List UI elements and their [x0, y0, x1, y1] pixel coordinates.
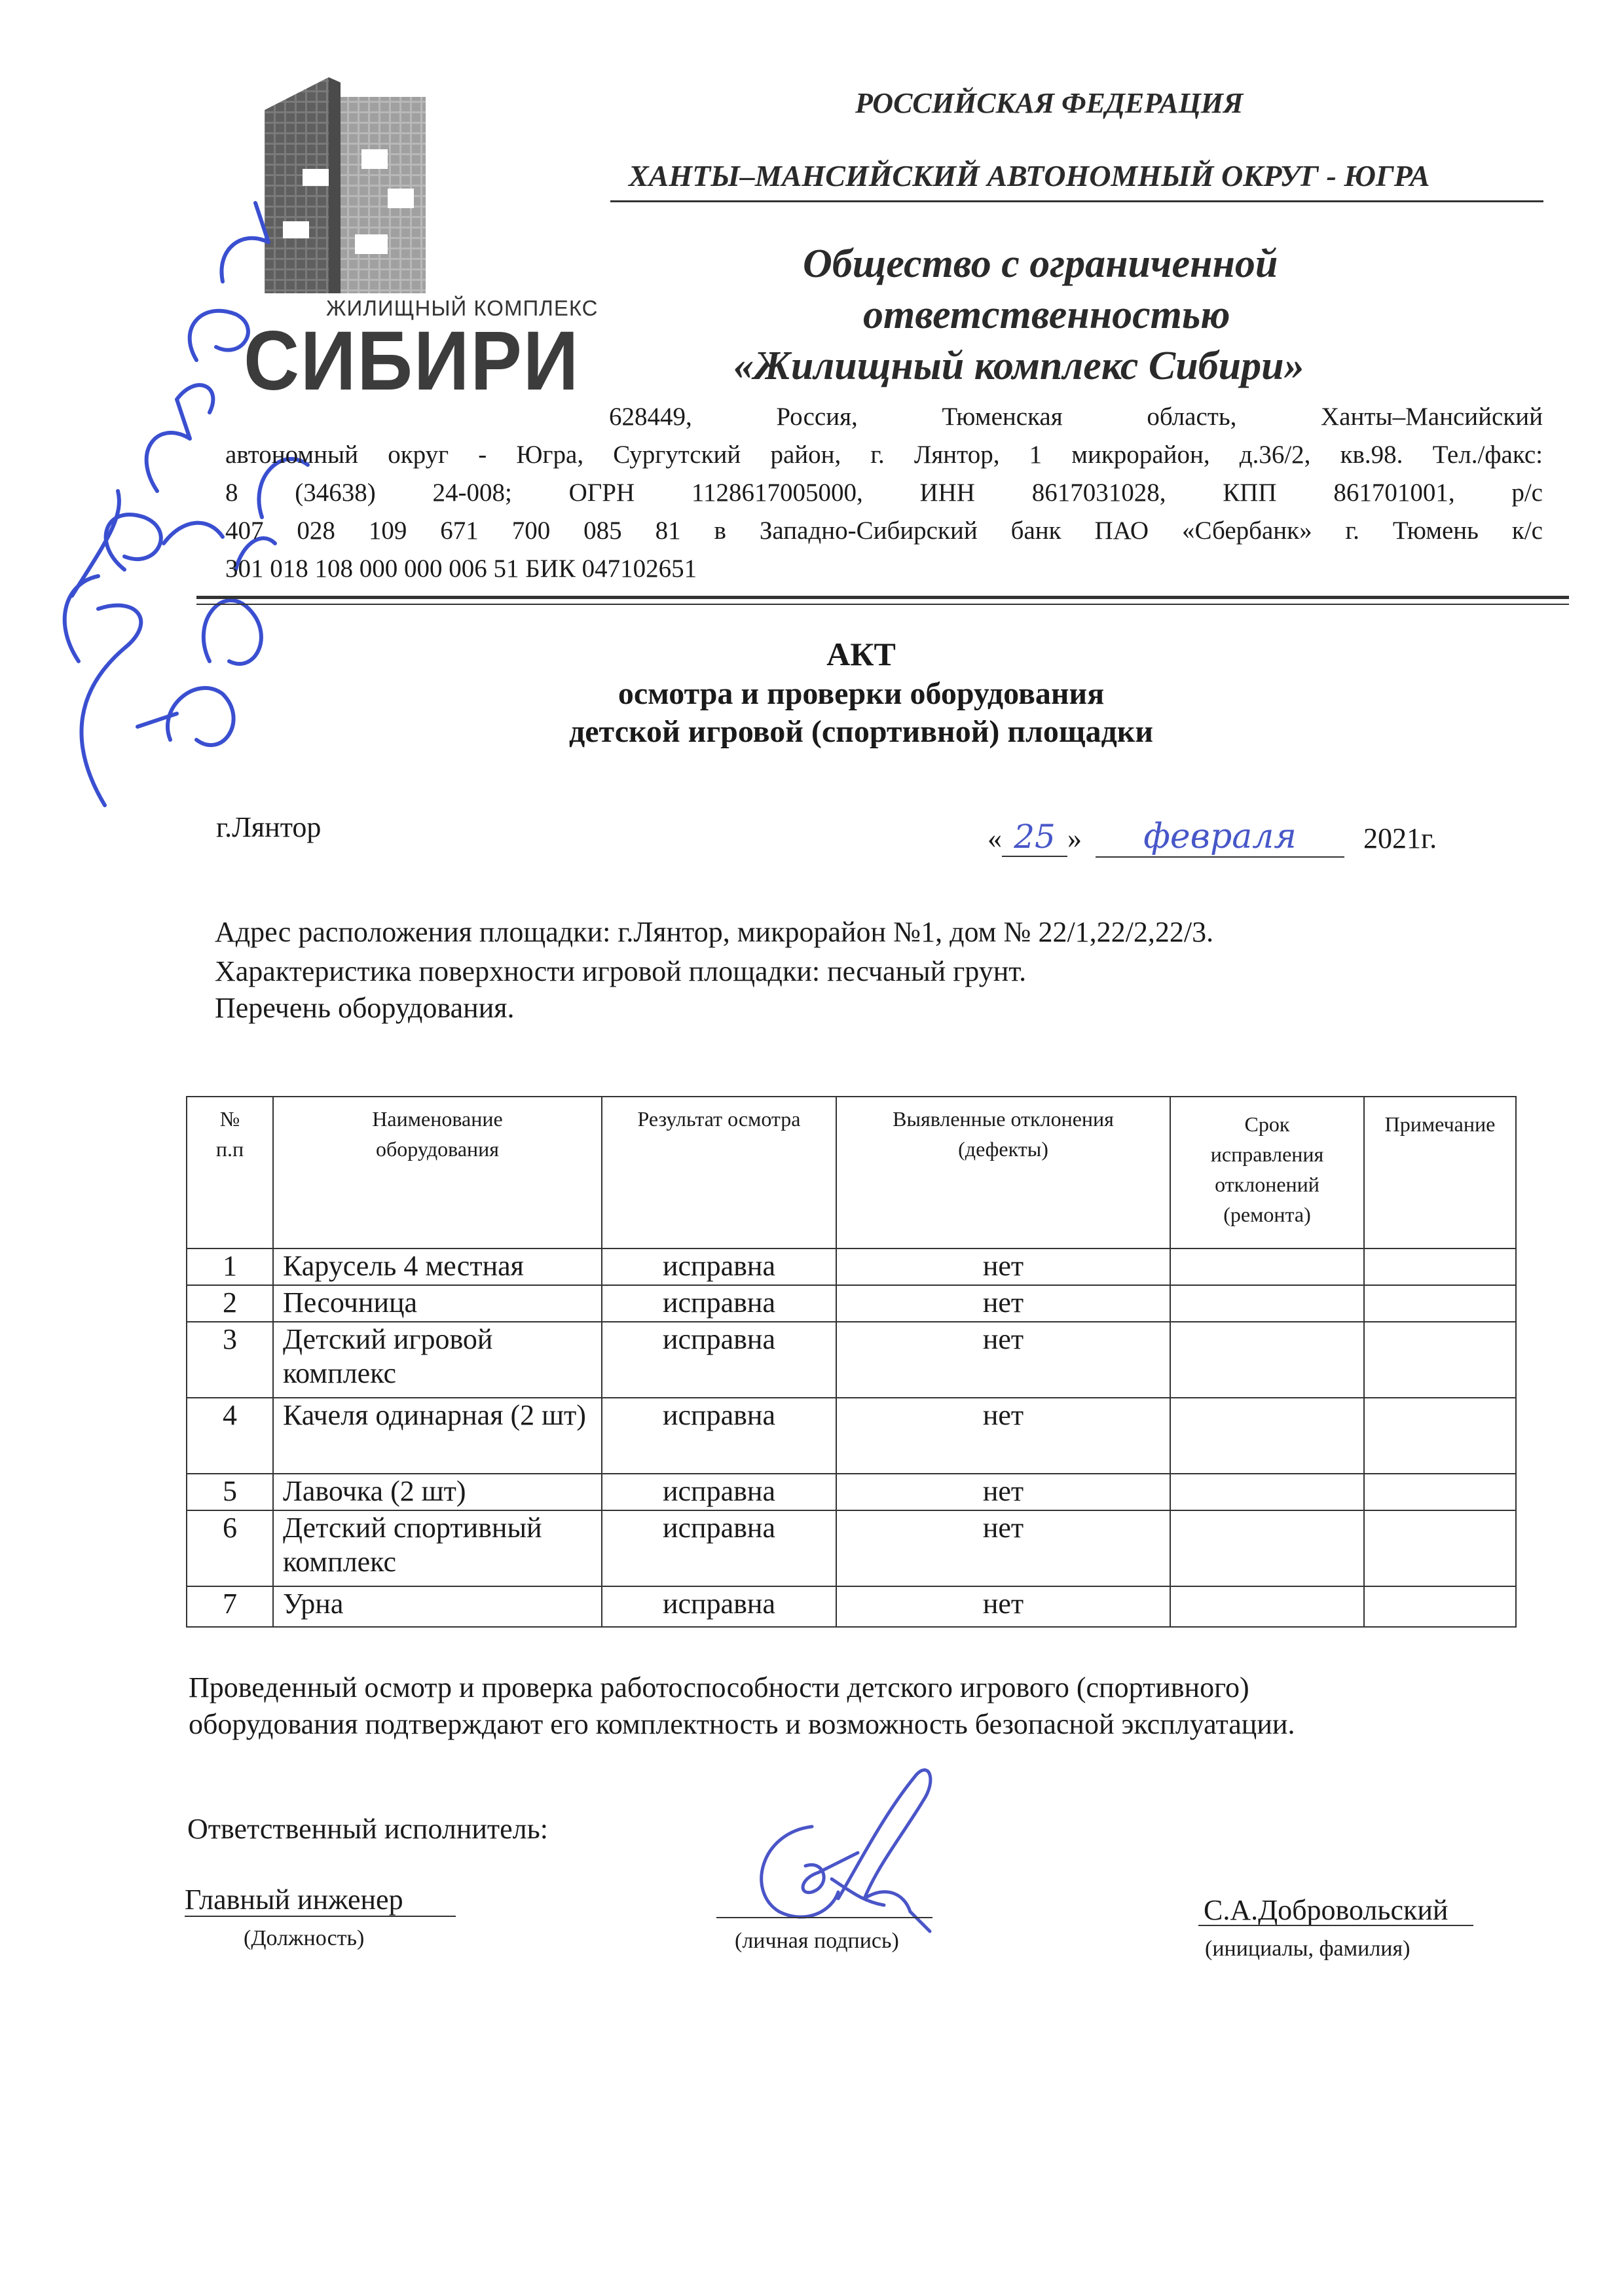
org-name-line3: «Жилищный комплекс Сибири»: [733, 344, 1304, 388]
equipment-table: [186, 1096, 1517, 1628]
table-row: [187, 1510, 1516, 1586]
row-note: [1364, 1474, 1516, 1510]
date-close-quote: »: [1067, 822, 1082, 854]
row-num: 4: [187, 1398, 273, 1474]
row-defects: нет: [836, 1474, 1170, 1510]
table-row: [187, 1285, 1516, 1322]
date-month: февраля: [1096, 817, 1344, 858]
row-defects: нет: [836, 1285, 1170, 1322]
table-row: [187, 1398, 1516, 1474]
row-term: [1170, 1248, 1364, 1285]
org-name-line1: Общество с ограниченной: [803, 242, 1278, 286]
row-note: [1364, 1586, 1516, 1627]
document-title-line2: осмотра и проверки оборудования: [618, 676, 1105, 711]
conclusion-line2: оборудования подтверждают его комплектность и возможность безопасной эксплуатации.: [189, 1708, 1295, 1740]
logo-name: СИБИРИ: [244, 314, 580, 408]
row-result: исправна: [602, 1322, 836, 1398]
row-name: Карусель 4 местная: [273, 1248, 602, 1285]
signature-caption: (личная подпись): [735, 1929, 899, 1953]
header-defects: Выявленные отклонения (дефекты): [836, 1097, 1170, 1248]
header-rule-thin: [196, 604, 1569, 605]
row-term: [1170, 1586, 1364, 1627]
responsible-label: Ответственный исполнитель:: [187, 1813, 548, 1845]
table-header-row: [187, 1097, 1516, 1248]
row-name: Песочница: [273, 1285, 602, 1322]
header-note: Примечание: [1364, 1097, 1516, 1248]
position-caption: (Должность): [244, 1926, 365, 1950]
row-num: 6: [187, 1510, 273, 1586]
row-defects: нет: [836, 1248, 1170, 1285]
name-underline: [1198, 1925, 1473, 1926]
row-note: [1364, 1285, 1516, 1322]
row-num: 3: [187, 1322, 273, 1398]
signature-underline: [716, 1917, 932, 1918]
equipment-list-heading: Перечень оборудования.: [215, 992, 515, 1024]
row-defects: нет: [836, 1398, 1170, 1474]
row-defects: нет: [836, 1322, 1170, 1398]
row-note: [1364, 1398, 1516, 1474]
org-address-line2: автономный округ - Югра, Сургутский район, г. Лянтор, 1 микрорайон, д.36/2, кв.98. Тел./факс:: [225, 441, 1543, 469]
org-address-line3: 8 (34638) 24-008; ОГРН 1128617005000, ИНН 8617031028, КПП 861701001, р/с: [225, 479, 1543, 507]
header-term: Срок исправления отклонений (ремонта): [1170, 1097, 1364, 1248]
row-note: [1364, 1322, 1516, 1398]
row-num: 7: [187, 1586, 273, 1627]
document-title: АКТ: [826, 636, 896, 672]
table-row: [187, 1322, 1516, 1398]
row-term: [1170, 1398, 1364, 1474]
position-underline: [185, 1916, 456, 1917]
city: г.Лянтор: [216, 811, 322, 843]
row-result: исправна: [602, 1510, 836, 1586]
row-name: Детский спортивный комплекс: [273, 1510, 602, 1586]
name-caption: (инициалы, фамилия): [1205, 1937, 1411, 1961]
org-address-line5: 301 018 108 000 000 006 51 БИК 047102651: [225, 555, 697, 583]
date-year: 2021г.: [1363, 822, 1437, 854]
row-result: исправна: [602, 1586, 836, 1627]
playground-surface: Характеристика поверхности игровой площадки: песчаный грунт.: [215, 955, 1027, 987]
header-name: Наименование оборудования: [273, 1097, 602, 1248]
document-title-line3: детской игровой (спортивной) площадки: [568, 714, 1154, 749]
header-rule-thick: [196, 596, 1569, 599]
row-num: 2: [187, 1285, 273, 1322]
date-open-quote: «: [987, 822, 1002, 854]
row-term: [1170, 1322, 1364, 1398]
row-term: [1170, 1510, 1364, 1586]
row-num: 5: [187, 1474, 273, 1510]
row-term: [1170, 1474, 1364, 1510]
header-federation: РОССИЙСКАЯ ФЕДЕРАЦИЯ: [855, 87, 1244, 119]
row-term: [1170, 1285, 1364, 1322]
row-num: 1: [187, 1248, 273, 1285]
row-result: исправна: [602, 1474, 836, 1510]
row-note: [1364, 1248, 1516, 1285]
table-row: [187, 1248, 1516, 1285]
row-name: Лавочка (2 шт): [273, 1474, 602, 1510]
row-result: исправна: [602, 1398, 836, 1474]
org-address-line4: 407 028 109 671 700 085 81 в Западно-Сибирский банк ПАО «Сбербанк» г. Тюмень к/с: [225, 517, 1543, 545]
header-underline: [610, 200, 1543, 202]
row-result: исправна: [602, 1285, 836, 1322]
org-name-line2: ответственностью: [863, 293, 1230, 337]
header-result: Результат осмотра: [602, 1097, 836, 1248]
row-name: Урна: [273, 1586, 602, 1627]
table-row: [187, 1586, 1516, 1627]
row-result: исправна: [602, 1248, 836, 1285]
row-name: Качеля одинарная (2 шт): [273, 1398, 602, 1474]
logo-subtitle: ЖИЛИЩНЫЙ КОМПЛЕКС: [326, 296, 599, 320]
date-day: 25: [1002, 818, 1067, 857]
row-defects: нет: [836, 1510, 1170, 1586]
conclusion-line1: Проведенный осмотр и проверка работоспособности детского игрового (спортивного): [189, 1671, 1249, 1704]
playground-address: Адрес расположения площадки: г.Лянтор, микрорайон №1, дом № 22/1,22/2,22/3.: [215, 916, 1214, 948]
row-defects: нет: [836, 1586, 1170, 1627]
header-okrug: ХАНТЫ–МАНСИЙСКИЙ АВТОНОМНЫЙ ОКРУГ - ЮГРА: [629, 159, 1430, 192]
row-name: Детский игровой комплекс: [273, 1322, 602, 1398]
document-date: [987, 817, 1437, 858]
table-row: [187, 1474, 1516, 1510]
header-num: № п.п: [187, 1097, 273, 1248]
row-note: [1364, 1510, 1516, 1586]
org-address-line1: 628449, Россия, Тюменская область, Ханты–Мансийский: [609, 403, 1543, 431]
signer-position: Главный инженер: [185, 1884, 403, 1916]
signer-name: С.А.Добровольский: [1204, 1894, 1449, 1926]
